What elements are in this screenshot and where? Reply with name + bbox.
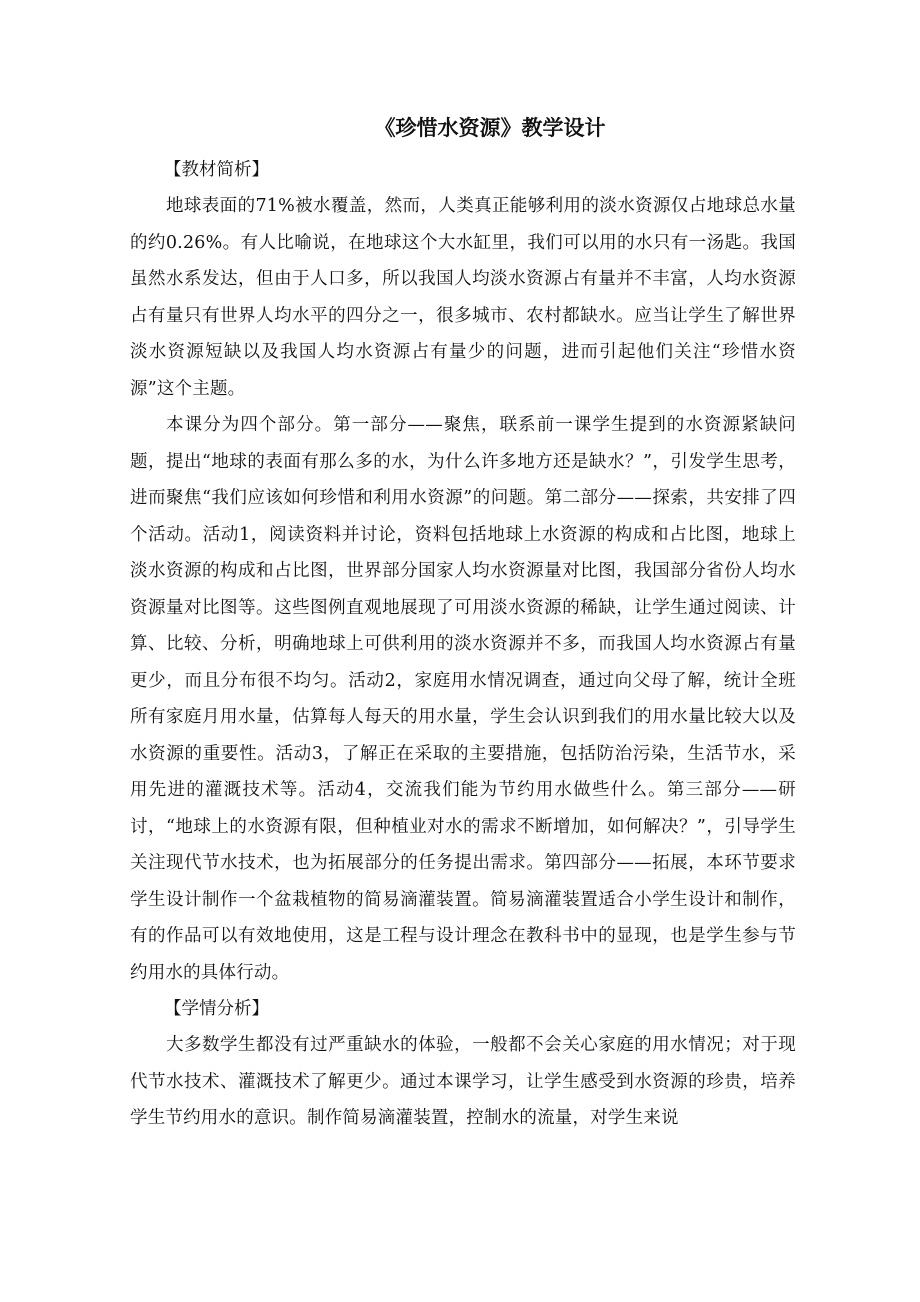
- section-textbook-analysis: [130, 152, 796, 991]
- paragraph-water-overview: 地球表面的71%被水覆盖，然而，人类真正能够利用的淡水资源仅占地球总水量的约0.26%。有人比喻说，在地球这个大水缸里，我们可以用的水只有一汤匙。我国虽然水系发达，但由于人口多，所以我国人均淡水资源占有量并不丰富，人均水资源占有量只有世界人均水平的四分之一，很多城市、农村都缺水。应当让学生了解世界淡水资源短缺以及我国人均水资源占有量少的问题，进而引起他们关注“珍惜水资源”这个主题。: [130, 196, 796, 399]
- document-title: 《珍惜水资源》教学设计: [374, 115, 606, 140]
- section-student-analysis: [130, 991, 796, 1137]
- document-page: [130, 108, 796, 1137]
- paragraph-lesson-structure: 本课分为四个部分。第一部分——聚焦，联系前一课学生提到的水资源紧缺问题，提出“地球的表面有那么多的水，为什么许多地方还是缺水？”，引发学生思考，进而聚焦“我们应该如何珍惜和利用水资源”的问题。第二部分——探索，共安排了四个活动。活动1，阅读资料并讨论，资料包括地球上水资源的构成和占比图，地球上淡水资源的构成和占比图，世界部分国家人均水资源量对比图，我国部分省份人均水资源量对比图等。这些图例直观地展现了可用淡水资源的稀缺，让学生通过阅读、计算、比较、分析，明确地球上可供利用的淡水资源并不多，而我国人均水资源占有量更少，而且分布很不均匀。活动2，家庭用水情况调查，通过向父母了解，统计全班所有家庭月用水量，估算每人每天的用水量，学生会认识到我们的用水量比较大以及水资源的重要性。活动3，了解正在采取的主要措施，包括防治污染，生活节水，采用先进的灌溉技术等。活动4，交流我们能为节约用水做些什么。第三部分——研讨，“地球上的水资源有限，但种植业对水的需求不断增加，如何解决？”，引导学生关注现代节水技术，也为拓展部分的任务提出需求。第四部分——拓展，本环节要求学生设计制作一个盆栽植物的简易滴灌装置。简易滴灌装置适合小学生设计和制作，有的作品可以有效地使用，这是工程与设计理念在教科书中的显现，也是学生参与节约用水的具体行动。: [130, 415, 796, 983]
- section-heading-student-analysis: 【学情分析】: [164, 999, 269, 1019]
- paragraph-student-experience: 大多数学生都没有过严重缺水的体验，一般都不会关心家庭的用水情况；对于现代节水技术、灌溉技术了解更少。通过本课学习，让学生感受到水资源的珍贵，培养学生节约用水的意识。制作简易滴灌装置，控制水的流量，对学生来说: [130, 1035, 796, 1128]
- section-heading-textbook-analysis: 【教材简析】: [164, 160, 269, 180]
